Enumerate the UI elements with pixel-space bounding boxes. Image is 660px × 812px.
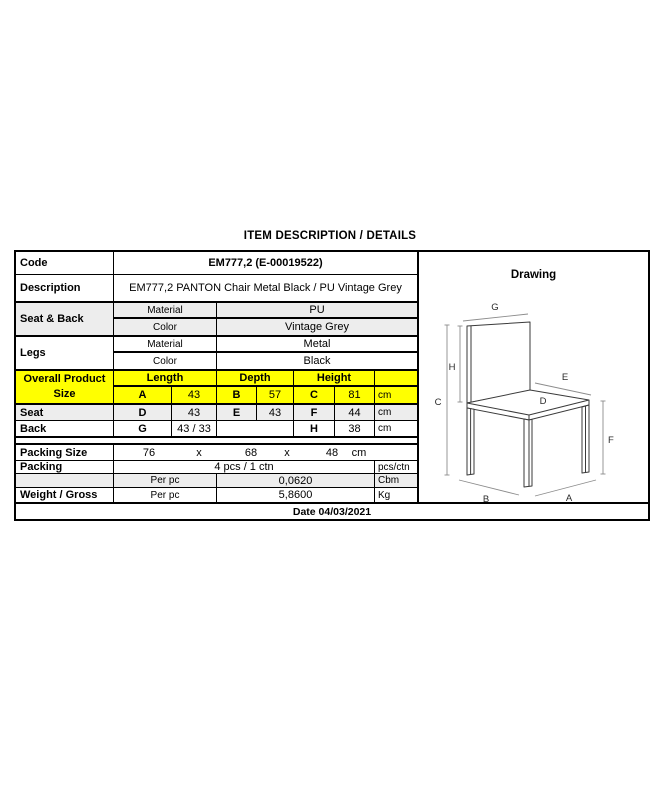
back-length-key: G bbox=[114, 421, 172, 436]
column-header-depth: Depth bbox=[217, 371, 294, 386]
legs-material-value: Metal bbox=[217, 337, 417, 352]
seat-back-material-label: Material bbox=[114, 303, 217, 318]
dim-label-g: G bbox=[491, 302, 499, 313]
seat-back-label: Seat & Back bbox=[16, 303, 114, 335]
packing-size-d3: 48 bbox=[325, 446, 339, 459]
overall-depth-key: B bbox=[217, 387, 257, 403]
row-back bbox=[16, 421, 417, 438]
back-length-value: 43 / 33 bbox=[172, 421, 217, 436]
weight-label: Weight / Gross bbox=[16, 488, 114, 502]
legs-color-value: Black bbox=[303, 355, 331, 367]
packing-value: 4 pcs / 1 ctn bbox=[114, 461, 375, 473]
packing-size-unit: cm bbox=[351, 446, 367, 459]
overall-length-key: A bbox=[114, 387, 172, 403]
chair-leg-front bbox=[524, 419, 532, 487]
row-packing bbox=[16, 461, 417, 474]
spacer-cell bbox=[16, 438, 417, 443]
seat-length-key: D bbox=[114, 405, 172, 420]
code-label: Code bbox=[16, 252, 114, 274]
seat-label: Seat bbox=[16, 405, 114, 420]
chair-drawing bbox=[419, 252, 648, 503]
dim-label-a: A bbox=[565, 493, 573, 503]
back-unit: cm bbox=[378, 423, 392, 434]
packing-size-value bbox=[114, 445, 417, 460]
seat-unit: cm bbox=[375, 405, 417, 420]
seat-length-value: 43 bbox=[172, 405, 217, 420]
dim-label-h: H bbox=[448, 362, 456, 373]
legs-color-label: Color bbox=[114, 353, 217, 369]
group-seat-back bbox=[16, 303, 417, 337]
drawing-title: Drawing bbox=[510, 269, 557, 281]
dim-label-f: F bbox=[608, 435, 614, 446]
weight-unit: Kg bbox=[378, 489, 391, 501]
overall-depth-value: 57 bbox=[257, 387, 294, 403]
back-label: Back bbox=[16, 421, 114, 436]
seat-height-key: F bbox=[294, 405, 335, 420]
volume-label bbox=[16, 474, 114, 487]
seat-back-color-value: Vintage Grey bbox=[217, 319, 417, 335]
page-title: ITEM DESCRIPTION / DETAILS bbox=[243, 230, 417, 242]
packing-unit: pcs/ctn bbox=[378, 461, 410, 473]
overall-height-key: C bbox=[294, 387, 335, 403]
dim-label-b: B bbox=[482, 494, 490, 503]
packing-label: Packing bbox=[16, 461, 114, 473]
row-weight bbox=[16, 488, 417, 502]
chair-back-panel bbox=[467, 322, 530, 403]
row-code bbox=[16, 252, 417, 275]
back-depth-empty bbox=[217, 421, 294, 436]
overall-length-value: 43 bbox=[172, 387, 217, 403]
weight-per: Per pc bbox=[114, 488, 217, 502]
seat-back-color-label: Color bbox=[114, 319, 217, 335]
column-header-length: Length bbox=[114, 371, 217, 386]
overall-height-value: 81 bbox=[335, 387, 375, 403]
volume-per: Per pc bbox=[114, 474, 217, 487]
seat-height-value: 44 bbox=[335, 405, 375, 420]
dim-label-d: D bbox=[539, 396, 547, 407]
column-header-unit bbox=[375, 371, 417, 386]
seat-back-material-value: PU bbox=[217, 303, 417, 318]
item-details-table bbox=[14, 250, 650, 521]
dim-label-c: C bbox=[434, 397, 442, 408]
packing-size-x1: x bbox=[196, 446, 202, 459]
back-height-key: H bbox=[294, 421, 335, 436]
group-overall-size bbox=[16, 371, 417, 405]
packing-size-d2: 68 bbox=[244, 446, 258, 459]
description-value: EM777,2 PANTON Chair Metal Black / PU Vintage Grey bbox=[129, 282, 402, 294]
row-packing-size bbox=[16, 445, 417, 461]
volume-unit: Cbm bbox=[375, 474, 417, 487]
back-height-value: 38 bbox=[335, 421, 375, 436]
column-header-height: Height bbox=[294, 371, 375, 386]
date-row bbox=[16, 502, 648, 519]
packing-size-label: Packing Size bbox=[16, 445, 114, 460]
legs-label: Legs bbox=[16, 337, 114, 369]
row-spacer bbox=[16, 438, 417, 445]
packing-size-d1: 76 bbox=[142, 446, 156, 459]
dim-line-g bbox=[463, 314, 528, 321]
drawing-cell bbox=[417, 252, 648, 502]
row-volume bbox=[16, 474, 417, 488]
packing-size-x2: x bbox=[284, 446, 290, 459]
weight-value: 5,8600 bbox=[217, 488, 375, 502]
seat-depth-key: E bbox=[217, 405, 257, 420]
volume-value: 0,0620 bbox=[217, 474, 375, 487]
overall-unit: cm bbox=[375, 387, 417, 403]
dim-label-e: E bbox=[561, 372, 569, 383]
code-value: EM777,2 (E-00019522) bbox=[208, 257, 323, 269]
overall-size-label: Overall Product Size bbox=[16, 371, 114, 403]
row-seat bbox=[16, 405, 417, 421]
legs-material-label: Material bbox=[114, 337, 217, 352]
group-legs bbox=[16, 337, 417, 371]
dim-line-b bbox=[459, 480, 519, 495]
spec-table bbox=[16, 252, 417, 502]
row-description bbox=[16, 275, 417, 303]
description-label: Description bbox=[16, 275, 114, 301]
date-value: Date 04/03/2021 bbox=[292, 505, 372, 518]
seat-depth-value: 43 bbox=[257, 405, 294, 420]
